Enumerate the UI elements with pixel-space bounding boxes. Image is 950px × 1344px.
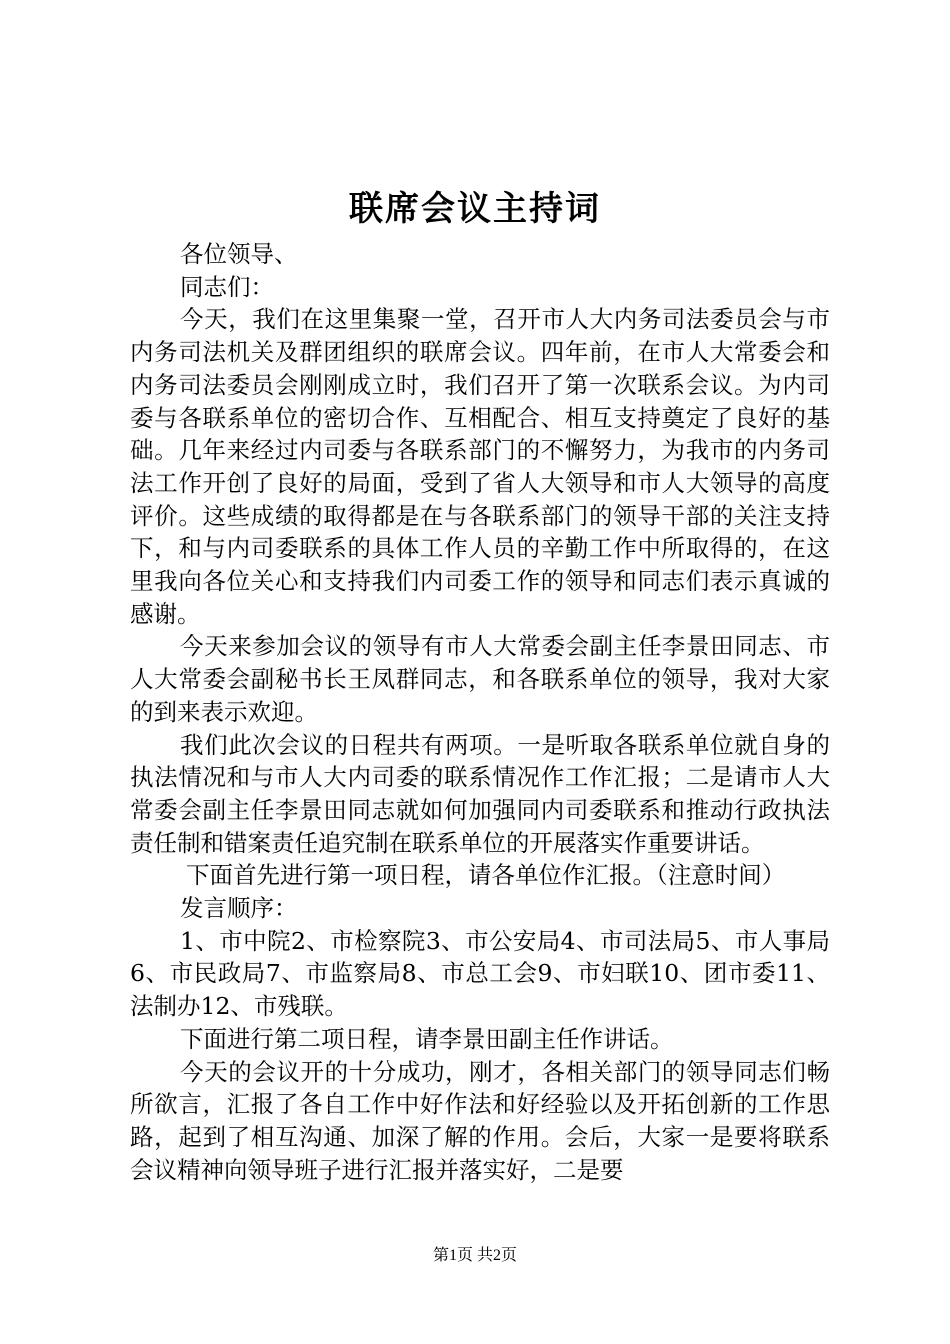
paragraph-first-item: 下面首先进行第一项日程，请各单位作汇报。（注意时间）	[186, 861, 786, 890]
salutation-line-1: 各位领导、	[180, 240, 298, 268]
paragraph-second-item: 下面进行第二项日程，请李景田副主任作讲话。	[180, 1024, 674, 1053]
document-body	[130, 238, 830, 1186]
paragraph-speaking-order-label: 发言顺序：	[180, 894, 298, 923]
paragraph-opening: 今天，我们在这里集聚一堂，召开市人大内务司法委员会与市内务司法机关及群团组织的联席会议。四年前，在市人大常委会和内务司法委员会刚刚成立时，我们召开了第一次联系会议。为内司委与各联系单位的密切合作、互相配合、相互支持奠定了良好的基础。几年来经过内司委与各联系部门的不懈努力，为我市的内务司法工作开创了良好的局面，受到了省人大领导和市人大领导的高度评价。这些成绩的取得都是在与各联系部门的领导干部的关注支持下，和与内司委联系的具体工作人员的辛勤工作中所取得的，在这里我向各位关心和支持我们内司委工作的领导和同志们表示真诚的感谢。	[130, 305, 830, 628]
paragraph-agenda: 我们此次会议的日程共有两项。一是听取各联系单位就自身的执法情况和与市人大内司委的联系情况作工作汇报；二是请市人大常委会副主任李景田同志就如何加强同内司委联系和推动行政执法责任制和错案责任追究制在联系单位的开展落实作重要讲话。	[130, 730, 830, 857]
paragraph-closing: 今天的会议开的十分成功，刚才，各相关部门的领导同志们畅所欲言，汇报了各自工作中好作法和好经验以及开拓创新的工作思路，起到了相互沟通、加深了解的作用。会后，大家一是要将联系会议精神向领导班子进行汇报并落实好，二是要	[130, 1057, 830, 1184]
paragraph-attendees: 今天来参加会议的领导有市人大常委会副主任李景田同志、市人大常委会副秘书长王凤群同志，和各联系单位的领导，我对大家的到来表示欢迎。	[130, 632, 830, 726]
salutation-line-2: 同志们：	[180, 272, 274, 301]
document-title: 联席会议主持词	[349, 189, 601, 229]
page-footer: 第1页 共2页	[432, 1247, 517, 1264]
paragraph-speaking-order: 1、市中院2、市检察院3、市公安局4、市司法局5、市人事局6、市民政局7、市监察局8、市总工会9、市妇联10、团市委11、法制办12、市残联。	[130, 926, 830, 1021]
